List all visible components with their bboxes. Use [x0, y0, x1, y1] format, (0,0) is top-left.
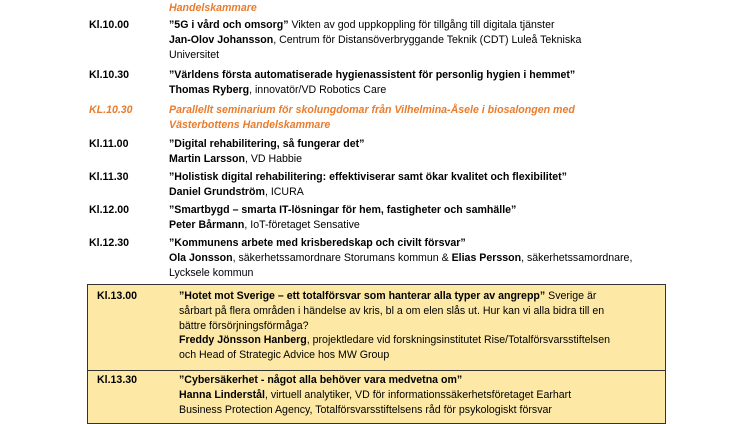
body-text: , ICURA: [264, 185, 304, 198]
emphasis-text: ”5G i vård och omsorg”: [169, 19, 289, 31]
body-text: sårbart på flera områden i händelse av kris, bl a om elen slås ut. Hur kan vi alla bidra till en: [179, 304, 605, 317]
session-line: [179, 289, 659, 304]
session-line: [169, 1, 669, 16]
emphasis-text: ”Holistisk digital rehabilitering: effektiviserar samt ökar kvalitet och flexibilitet”: [169, 171, 567, 183]
session-time: KL.10.30: [89, 104, 133, 116]
session-line: [169, 118, 669, 133]
body-text: Universitet: [169, 48, 220, 61]
session-content: [169, 137, 669, 167]
session-line: [169, 236, 669, 251]
emphasis-text: ”Digital rehabilitering, så fungerar det”: [169, 138, 365, 150]
session-content: [169, 68, 669, 98]
emphasis-text: Hanna Linderstål: [179, 388, 265, 401]
session-content: [169, 203, 669, 233]
session-content: [179, 373, 659, 417]
session-line: [179, 319, 659, 334]
body-text: , virtuell analytiker, VD för informationssäkerhetsföretaget Earhart: [264, 388, 572, 401]
parallel-session-text: Parallellt seminarium för skolungdomar från Vilhelmina-Åsele i biosalongen med: [169, 104, 575, 116]
session-line: [169, 203, 669, 218]
parallel-session-text: Västerbottens Handelskammare: [169, 118, 331, 131]
emphasis-text: ”Världens första automatiserade hygienassistent för personlig hygien i hemmet”: [169, 69, 576, 81]
emphasis-text: Jan-Olov Johansson: [169, 33, 274, 46]
emphasis-text: ”Kommunens arbete med krisberedskap och civilt försvar”: [169, 237, 466, 249]
session-content: [179, 289, 659, 363]
session-line: [169, 185, 669, 200]
session-line: [169, 152, 669, 167]
body-text: och Head of Strategic Advice hos MW Group: [179, 349, 390, 362]
session-line: [169, 266, 669, 281]
session-line: [169, 137, 669, 152]
body-text: Vikten av god uppkoppling för tillgång till digitala tjänster: [288, 19, 555, 31]
session-line: [169, 103, 669, 118]
session-content: [169, 236, 669, 280]
emphasis-text: Martin Larsson: [169, 152, 245, 165]
body-text: , projektledare vid forskningsinstitutet Rise/Totalförsvarsstiftelsen: [306, 334, 610, 347]
emphasis-text: ”Hotet mot Sverige – ett totalförsvar som hanterar alla typer av angrepp”: [179, 290, 546, 302]
session-time: Kl.10.30: [89, 69, 130, 81]
session-time: Kl.13.00: [97, 290, 138, 302]
session-content: [169, 18, 669, 62]
emphasis-text: Peter Bårmann: [169, 218, 245, 231]
session-line: [169, 83, 669, 98]
session-line: [169, 68, 669, 83]
session-time: Kl.11.00: [89, 138, 129, 150]
emphasis-text: Thomas Ryberg: [169, 83, 250, 96]
body-text: Sverige är: [545, 290, 597, 302]
session-time: Kl.11.30: [89, 171, 129, 183]
body-text: , IoT-företaget Sensative: [244, 218, 360, 231]
emphasis-text: Elias Persson: [451, 251, 522, 264]
session-time: Kl.10.00: [89, 19, 130, 31]
session-time: Kl.12.00: [89, 204, 130, 216]
session-line: [169, 251, 669, 266]
emphasis-text: ”Smartbygd – smarta IT-lösningar för hem, fastigheter och samhälle”: [169, 204, 517, 216]
body-text: Lycksele kommun: [169, 266, 254, 279]
session-line: [179, 373, 659, 388]
session-time: Kl.13.30: [97, 374, 138, 386]
body-text: Business Protection Agency, Totalförsvarsstiftelsens råd för psykologiskt försvar: [179, 403, 552, 416]
session-time: Kl.12.30: [89, 237, 130, 249]
body-text: , säkerhetssamordnare Storumans kommun &: [232, 251, 452, 264]
body-text: , VD Habbie: [244, 152, 303, 165]
emphasis-text: ”Cybersäkerhet - något alla behöver vara medvetna om”: [179, 374, 463, 386]
body-text: , innovatör/VD Robotics Care: [249, 83, 387, 96]
emphasis-text: Ola Jonsson: [169, 251, 233, 264]
session-content: [169, 170, 669, 200]
session-line: [169, 170, 669, 185]
session-content: [169, 103, 669, 133]
session-content: [169, 1, 669, 16]
session-line: [179, 388, 659, 403]
body-text: , Centrum för Distansöverbryggande Teknik (CDT) Luleå Tekniska: [273, 33, 582, 46]
session-line: [179, 403, 659, 418]
session-line: [179, 304, 659, 319]
parallel-session-text: Handelskammare: [169, 2, 257, 14]
session-line: [169, 18, 669, 33]
body-text: , säkerhetssamordnare,: [521, 251, 633, 264]
session-line: [169, 48, 669, 63]
emphasis-text: Daniel Grundström: [169, 185, 265, 198]
highlight-divider: [88, 370, 665, 371]
session-line: [179, 333, 659, 348]
session-line: [169, 218, 669, 233]
session-line: [169, 33, 669, 48]
emphasis-text: Freddy Jönsson Hanberg: [179, 334, 307, 347]
session-line: [179, 348, 659, 363]
body-text: bättre försörjningsförmåga?: [179, 319, 309, 332]
